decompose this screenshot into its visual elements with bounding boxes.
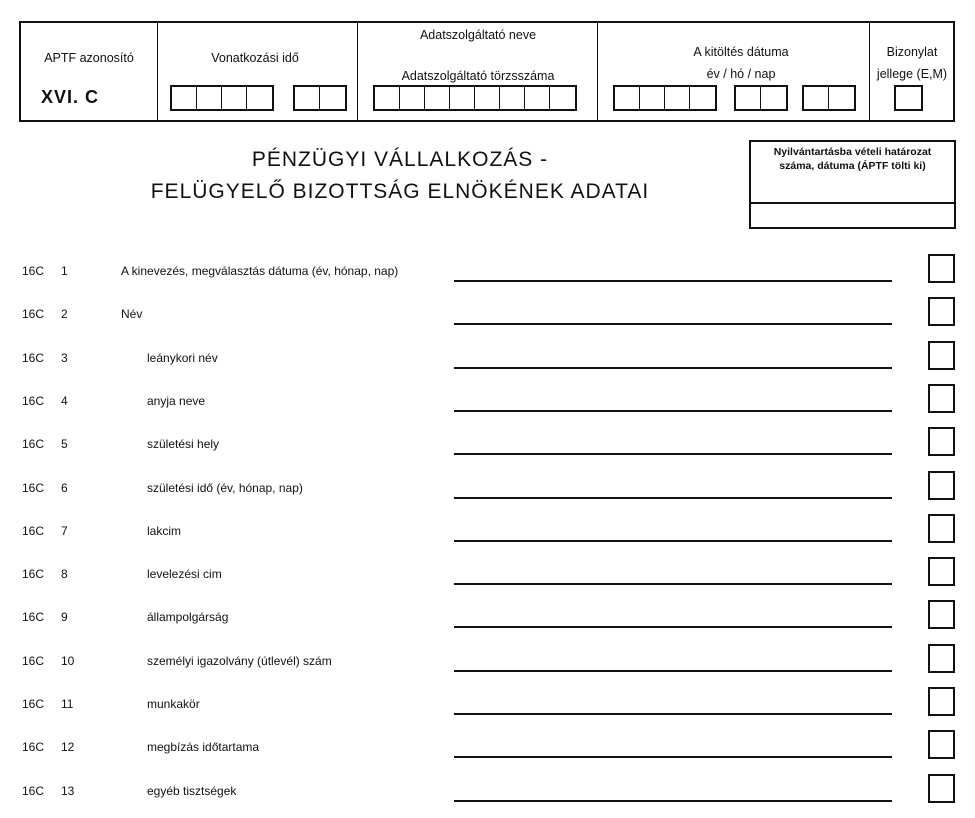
fill-date-cell bbox=[598, 23, 870, 120]
row-number: 8 bbox=[61, 567, 68, 582]
row-label: megbízás időtartama bbox=[147, 740, 260, 755]
row-label: lakcim bbox=[147, 523, 182, 538]
form-row bbox=[0, 730, 975, 773]
header-table bbox=[19, 21, 955, 122]
row-code: 16C bbox=[22, 393, 45, 408]
fill-date-day-boxes[interactable] bbox=[802, 85, 856, 111]
row-number: 10 bbox=[61, 653, 75, 668]
row-code: 16C bbox=[22, 480, 45, 495]
row-code: 16C bbox=[22, 653, 45, 668]
row-label: munkakör bbox=[147, 697, 200, 711]
row-label: állampolgárság bbox=[147, 610, 229, 625]
row-label: leánykori név bbox=[147, 350, 218, 365]
row-answer-line[interactable] bbox=[454, 540, 892, 542]
row-code: 16C bbox=[22, 697, 45, 711]
row-checkbox[interactable] bbox=[928, 514, 955, 543]
row-answer-line[interactable] bbox=[454, 713, 892, 715]
row-label: anyja neve bbox=[147, 393, 206, 408]
aptf-code: XVI. C bbox=[41, 87, 100, 107]
row-number: 5 bbox=[61, 437, 68, 452]
row-code: 16C bbox=[22, 567, 45, 582]
row-answer-line[interactable] bbox=[454, 800, 892, 802]
row-number: 2 bbox=[61, 307, 68, 322]
row-number: 6 bbox=[61, 480, 68, 495]
row-label: egyéb tisztségek bbox=[147, 783, 237, 798]
period-year-month-boxes[interactable] bbox=[170, 85, 274, 111]
form-title-line-1: PÉNZÜGYI VÁLLALKOZÁS - bbox=[251, 148, 549, 171]
row-checkbox[interactable] bbox=[928, 341, 955, 370]
row-code: 16C bbox=[22, 264, 45, 278]
form-row bbox=[0, 297, 975, 340]
row-label: A kinevezés, megválasztás dátuma (év, hónap, nap) bbox=[121, 264, 399, 278]
fill-date-format: év / hó / nap bbox=[706, 67, 776, 81]
row-answer-line[interactable] bbox=[454, 670, 892, 672]
row-checkbox[interactable] bbox=[928, 730, 955, 759]
row-answer-line[interactable] bbox=[454, 323, 892, 325]
fill-date-year-boxes[interactable] bbox=[613, 85, 717, 111]
row-checkbox[interactable] bbox=[928, 471, 955, 500]
row-answer-line[interactable] bbox=[454, 626, 892, 628]
period-day-boxes[interactable] bbox=[293, 85, 347, 111]
period-cell bbox=[158, 23, 358, 120]
row-answer-line[interactable] bbox=[454, 453, 892, 455]
provider-cell bbox=[358, 23, 598, 120]
row-answer-line[interactable] bbox=[454, 756, 892, 758]
row-label: levelezési cim bbox=[147, 567, 222, 582]
form-row bbox=[0, 384, 975, 427]
registration-divider bbox=[751, 202, 954, 204]
row-label: személyi igazolvány (útlevél) szám bbox=[147, 653, 332, 668]
row-checkbox[interactable] bbox=[928, 557, 955, 586]
row-answer-line[interactable] bbox=[454, 367, 892, 369]
form-row bbox=[0, 427, 975, 470]
form-row bbox=[0, 774, 975, 817]
registration-box[interactable] bbox=[749, 140, 956, 229]
row-number: 9 bbox=[61, 610, 68, 625]
row-number: 7 bbox=[61, 523, 68, 538]
row-number: 1 bbox=[61, 264, 68, 278]
row-checkbox[interactable] bbox=[928, 644, 955, 673]
row-code: 16C bbox=[22, 740, 45, 755]
row-label: születési hely bbox=[147, 437, 220, 452]
row-answer-line[interactable] bbox=[454, 280, 892, 282]
form-row bbox=[0, 514, 975, 557]
row-checkbox[interactable] bbox=[928, 384, 955, 413]
row-label: Név bbox=[121, 307, 143, 322]
row-label: születési idő (év, hónap, nap) bbox=[147, 480, 303, 495]
provider-name-label: Adatszolgáltató neve bbox=[419, 28, 537, 42]
row-checkbox[interactable] bbox=[928, 774, 955, 803]
row-code: 16C bbox=[22, 437, 45, 452]
row-checkbox[interactable] bbox=[928, 687, 955, 716]
row-code: 16C bbox=[22, 610, 45, 625]
form-row bbox=[0, 341, 975, 384]
form-title-line-2: FELÜGYELŐ BIZOTTSÁG ELNÖKÉNEK ADATAI bbox=[150, 180, 650, 203]
form-row bbox=[0, 471, 975, 514]
row-number: 12 bbox=[61, 740, 75, 755]
provider-id-boxes[interactable] bbox=[373, 85, 577, 111]
period-label: Vonatkozási idő bbox=[211, 51, 299, 65]
row-answer-line[interactable] bbox=[454, 583, 892, 585]
row-code: 16C bbox=[22, 307, 45, 322]
registration-label: Nyilvántartásba vételi határozat száma, dátuma (ÁPTF tölti ki) bbox=[773, 146, 932, 172]
form-row bbox=[0, 600, 975, 643]
row-number: 3 bbox=[61, 350, 68, 365]
doc-type-label: Bizonylat bbox=[886, 45, 938, 59]
form-row bbox=[0, 557, 975, 600]
row-number: 11 bbox=[61, 697, 74, 711]
row-number: 13 bbox=[61, 783, 75, 798]
fill-date-label: A kitöltés dátuma bbox=[693, 45, 789, 59]
form-row bbox=[0, 644, 975, 687]
form-row bbox=[0, 687, 975, 730]
doc-type-cell bbox=[870, 23, 953, 120]
row-answer-line[interactable] bbox=[454, 410, 892, 412]
row-code: 16C bbox=[22, 523, 45, 538]
aptf-label: APTF azonosító bbox=[44, 51, 134, 65]
row-checkbox[interactable] bbox=[928, 254, 955, 283]
row-answer-line[interactable] bbox=[454, 497, 892, 499]
fill-date-month-boxes[interactable] bbox=[734, 85, 788, 111]
provider-id-label: Adatszolgáltató törzsszáma bbox=[401, 69, 555, 83]
doc-type-box[interactable] bbox=[894, 85, 923, 111]
form-row bbox=[0, 254, 975, 297]
row-code: 16C bbox=[22, 783, 45, 798]
row-checkbox[interactable] bbox=[928, 297, 955, 326]
doc-type-sub-label: jellege (E,M) bbox=[876, 67, 948, 81]
row-code: 16C bbox=[22, 350, 45, 365]
row-checkbox[interactable] bbox=[928, 600, 955, 629]
row-number: 4 bbox=[61, 393, 68, 408]
row-checkbox[interactable] bbox=[928, 427, 955, 456]
aptf-cell bbox=[21, 23, 158, 120]
